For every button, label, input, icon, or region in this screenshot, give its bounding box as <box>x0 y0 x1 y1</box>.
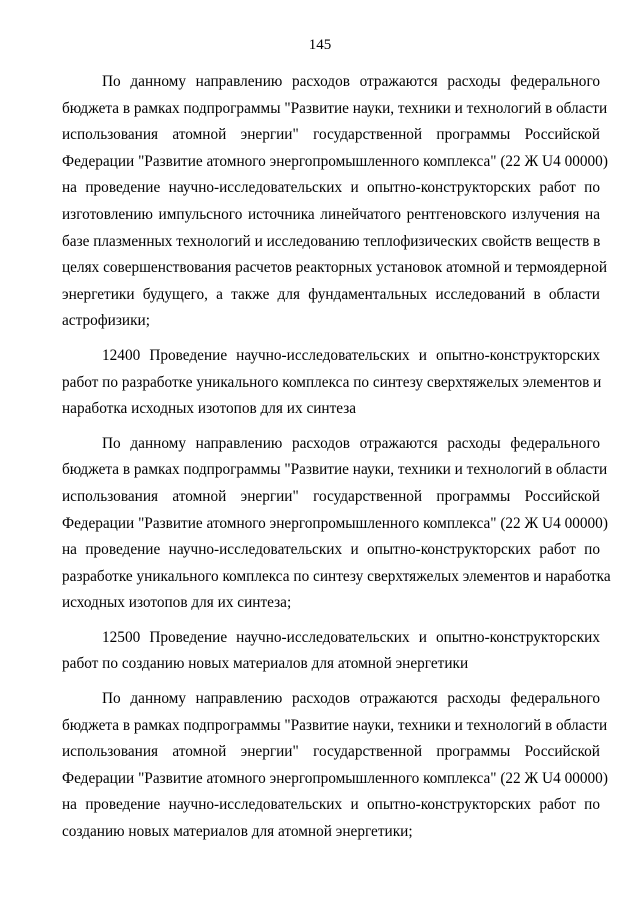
heading-line: работ по разработке уникального комплекса по синтезу сверхтяжелых элементов и <box>62 373 602 391</box>
text-line: По данному направлению расходов отражаются расходы федерального <box>102 73 600 90</box>
text-line: По данному направлению расходов отражаются расходы федерального <box>102 434 600 452</box>
paragraph-expense-description <box>62 69 608 335</box>
text-line: бюджета в рамках подпрограммы "Развитие науки, техники и технологий в области <box>62 461 608 479</box>
page-number: 145 <box>308 37 332 53</box>
paragraph-expense-description <box>62 431 611 617</box>
text-line: Федерации "Развитие атомного энергопромышленного комплекса" (22 Ж U4 00000) <box>62 514 608 532</box>
text-line: использования атомной энергии" государственной программы Российской <box>62 126 600 144</box>
text-line: созданию новых материалов для атомной энергетики; <box>62 823 413 841</box>
text-line: исходных изотопов для их синтеза; <box>62 594 292 612</box>
text-line: Федерации "Развитие атомного энергопромышленного комплекса" (22 Ж U4 00000) <box>62 152 608 170</box>
text-line: целях совершенствования расчетов реакторных установок атомной и термоядерной <box>62 259 608 277</box>
text-line: изготовлению импульсного источника линейчатого рентгеновского излучения на <box>62 205 600 223</box>
section-heading-12500 <box>62 625 600 678</box>
text-line: использования атомной энергии" государственной программы Российской <box>62 487 600 505</box>
paragraph-expense-description <box>62 686 608 846</box>
text-line: энергетики будущего, а также для фундаментальных исследований в области <box>62 285 600 303</box>
text-line: на проведение научно-исследовательских и опытно-конструкторских работ по <box>62 179 600 197</box>
text-line: Федерации "Развитие атомного энергопромышленного комплекса" (22 Ж U4 00000) <box>62 769 608 787</box>
text-line: разработке уникального комплекса по синтезу сверхтяжелых элементов и наработка <box>62 567 611 585</box>
heading-line: 12500 Проведение научно-исследовательских и опытно-конструкторских <box>102 628 600 646</box>
heading-line: работ по созданию новых материалов для атомной энергетики <box>62 655 469 673</box>
text-line: на проведение научно-исследовательских и опытно-конструкторских работ по <box>62 796 600 814</box>
text-line: на проведение научно-исследовательских и опытно-конструкторских работ по <box>62 541 600 559</box>
text-line: бюджета в рамках подпрограммы "Развитие науки, техники и технологий в области <box>62 716 608 734</box>
document-body <box>62 69 611 846</box>
heading-line: 12400 Проведение научно-исследовательских и опытно-конструкторских <box>102 346 600 364</box>
text-line: базе плазменных технологий и исследованию теплофизических свойств веществ в <box>62 232 601 250</box>
text-line: использования атомной энергии" государственной программы Российской <box>62 743 600 761</box>
text-line: По данному направлению расходов отражаются расходы федерального <box>102 690 600 708</box>
text-line: бюджета в рамках подпрограммы "Развитие науки, техники и технологий в области <box>62 99 608 117</box>
section-heading-12400 <box>62 343 600 423</box>
text-line: астрофизики; <box>62 312 150 330</box>
heading-line: наработка исходных изотопов для их синтеза <box>62 400 357 418</box>
